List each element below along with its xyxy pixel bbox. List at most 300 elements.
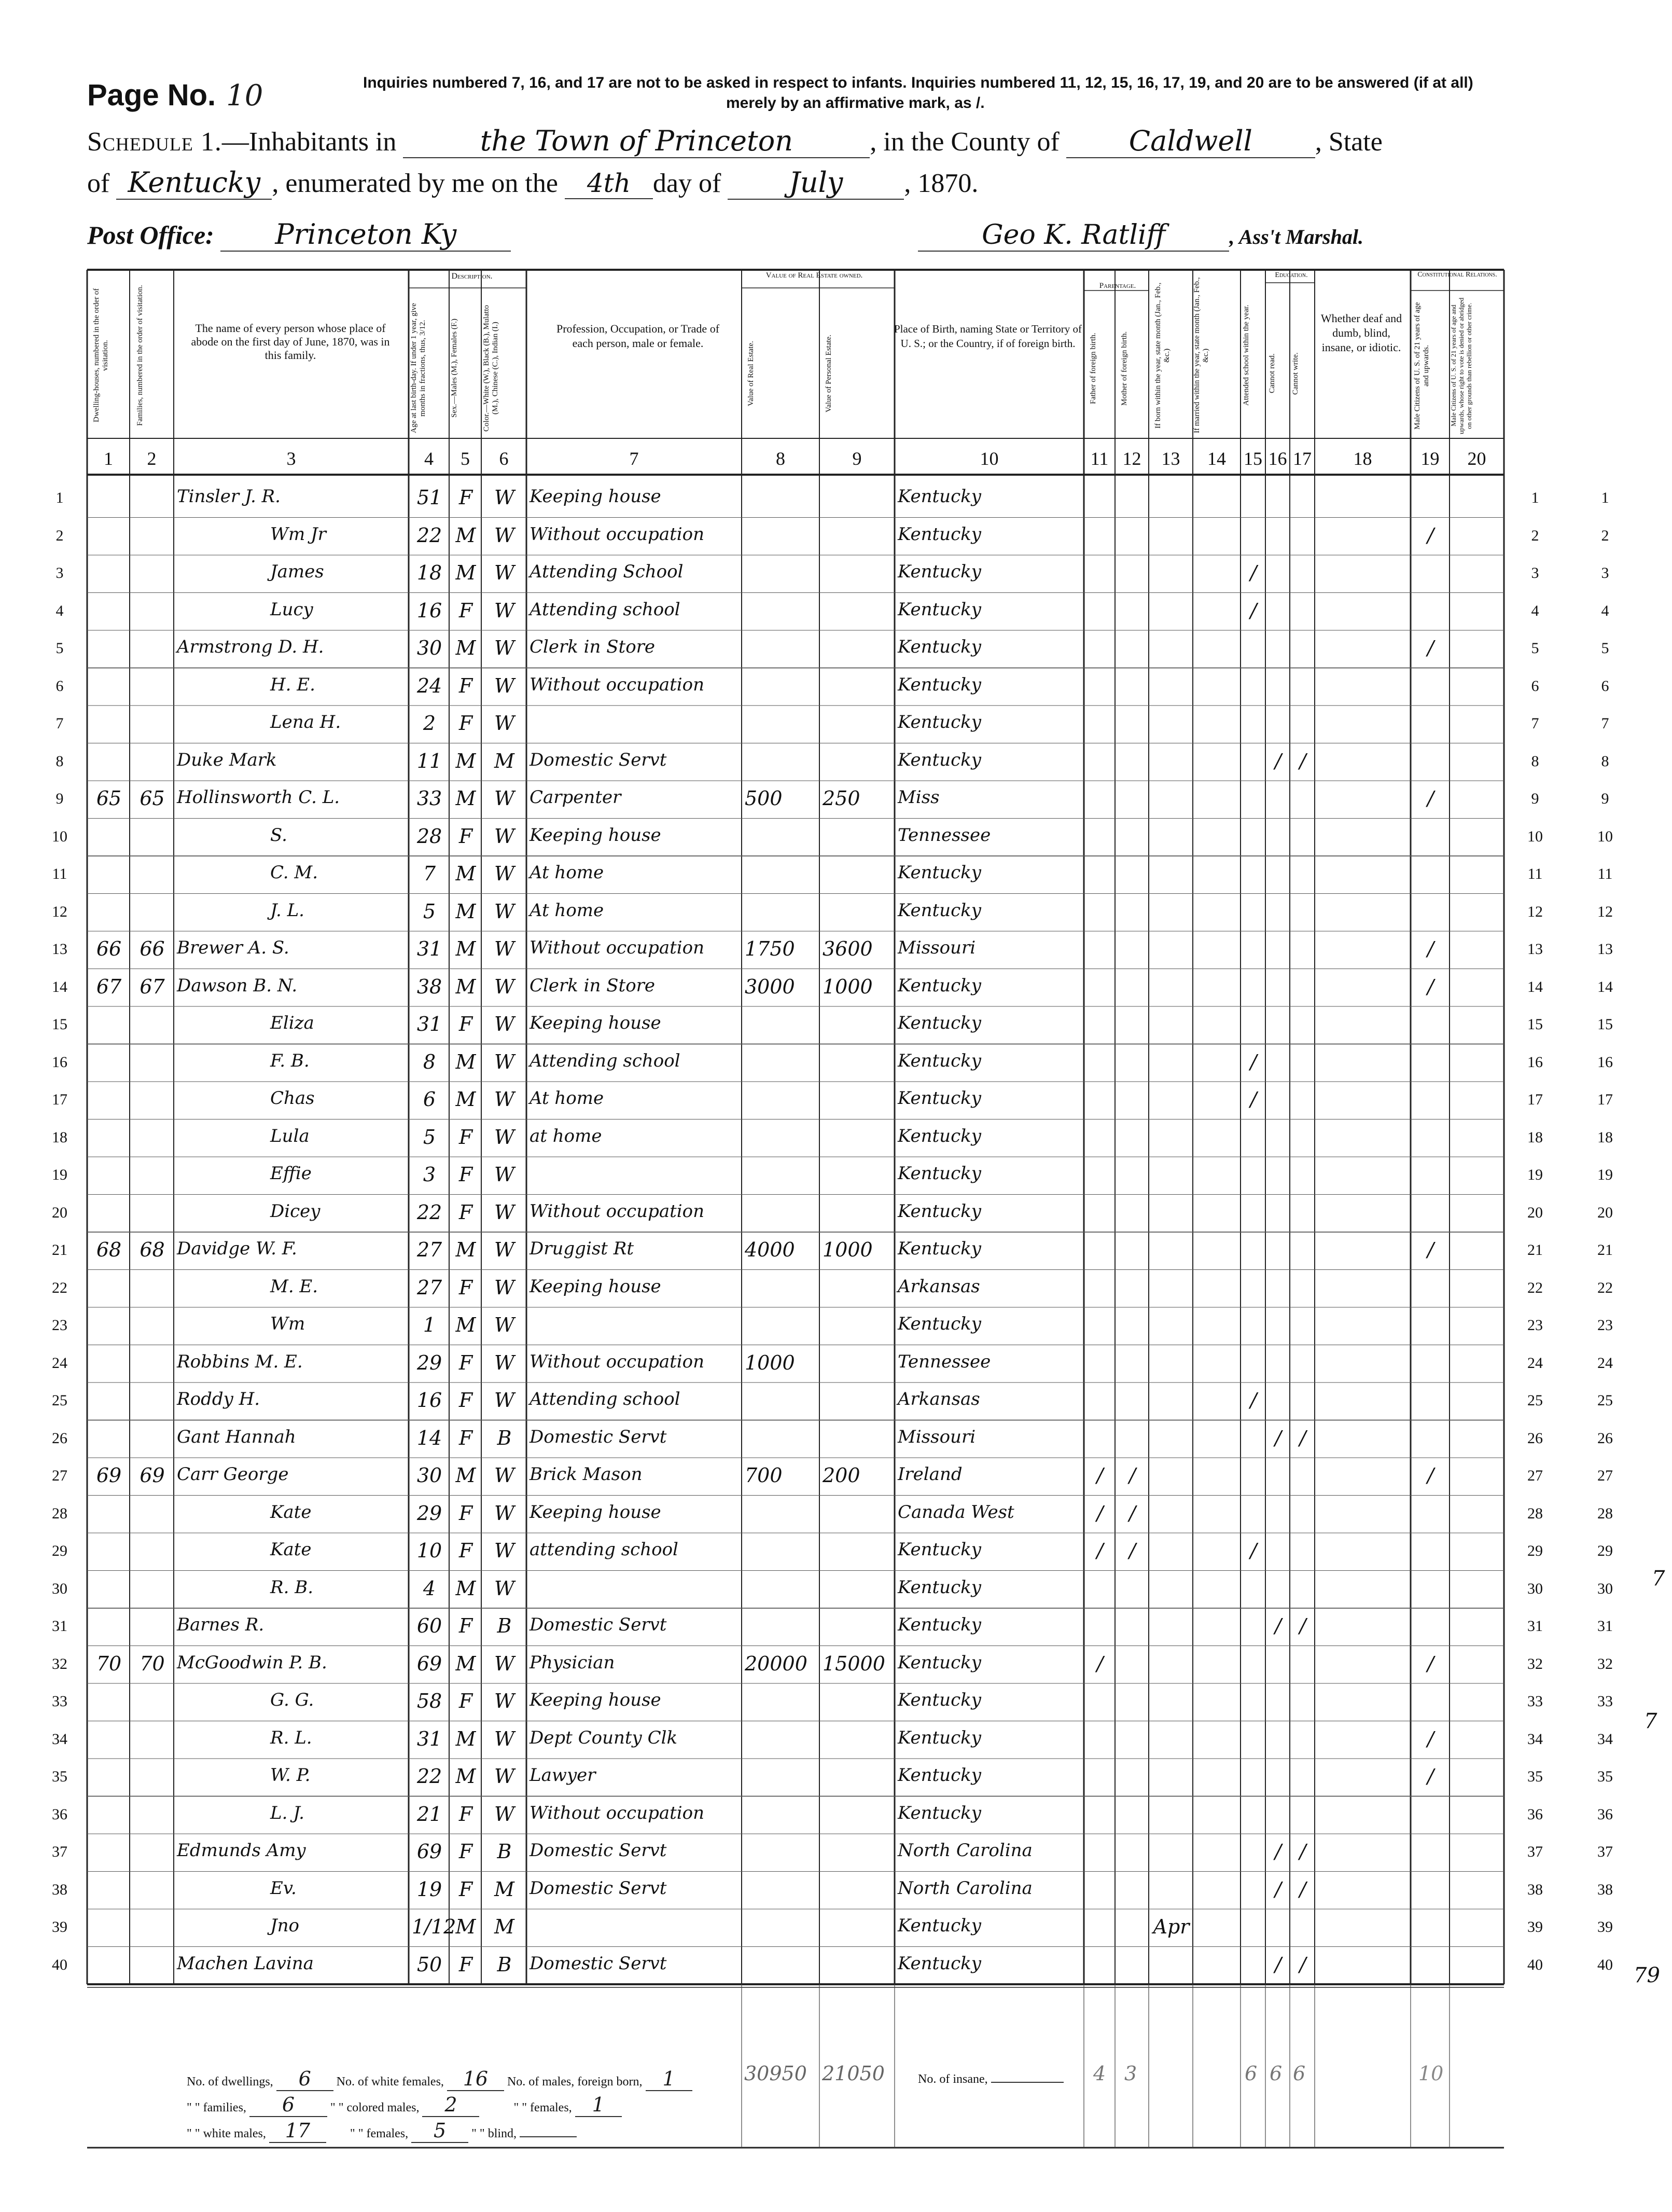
color: W — [494, 1125, 515, 1149]
row-number-right: 26 — [1527, 1429, 1543, 1447]
male-citizen-21: / — [1427, 523, 1434, 547]
person-name: Roddy H. — [177, 1389, 260, 1409]
occupation: Keeping house — [530, 486, 661, 507]
row-number-far-right: 39 — [1597, 1918, 1613, 1936]
column-number: 1 — [104, 448, 113, 469]
age: 69 — [416, 1652, 442, 1675]
occupation: Without occupation — [530, 1351, 705, 1372]
person-name: Wm — [270, 1314, 305, 1334]
birthplace: Kentucky — [898, 749, 981, 770]
c11-total: 4 — [1093, 2062, 1106, 2085]
male-citizen-21: / — [1427, 1727, 1434, 1750]
person-name: Armstrong D. H. — [177, 637, 324, 657]
parentage-header: Parentage. — [1099, 282, 1136, 290]
attended-school: / — [1250, 1050, 1257, 1073]
color: B — [497, 1614, 512, 1637]
color: W — [494, 637, 515, 659]
col-15-header: Attended school within the year. — [1242, 305, 1250, 406]
person-name: J. L. — [270, 900, 304, 921]
row-number-far-right: 3 — [1601, 564, 1609, 582]
row-number-far-right: 20 — [1597, 1204, 1613, 1221]
row-number-left: 27 — [52, 1467, 67, 1484]
row-number-far-right: 12 — [1597, 903, 1613, 920]
row-number-left: 31 — [52, 1617, 67, 1635]
row-number-right: 20 — [1527, 1204, 1543, 1221]
color: W — [494, 1765, 515, 1788]
color: M — [494, 749, 514, 772]
col-14-header: If married within the year, state month (Jan., Feb., &c.) — [1193, 277, 1210, 434]
cannot-read: / — [1275, 1877, 1281, 1901]
real-estate-value: 1000 — [745, 1351, 795, 1374]
person-name: Kate — [270, 1501, 312, 1523]
cannot-read: / — [1275, 1426, 1281, 1449]
occupation: Domestic Servt — [530, 1426, 667, 1447]
row-number-right: 9 — [1531, 790, 1539, 807]
personal-estate-value: 250 — [823, 787, 860, 810]
sex: F — [458, 1426, 473, 1449]
male-citizen-21: / — [1427, 1765, 1434, 1788]
person-name: Lena H. — [270, 712, 341, 732]
education-header: Education. — [1275, 271, 1308, 279]
age: 29 — [416, 1501, 442, 1525]
birthplace: Kentucky — [898, 712, 981, 732]
cannot-read: / — [1275, 1953, 1281, 1976]
row-number-right: 6 — [1531, 677, 1539, 695]
column-number: 13 — [1161, 448, 1180, 469]
row-number-far-right: 2 — [1601, 527, 1609, 544]
color: W — [494, 1200, 515, 1224]
color: W — [494, 1351, 515, 1374]
row-number-right: 15 — [1527, 1016, 1543, 1033]
age: 1 — [423, 1314, 436, 1336]
sex: F — [458, 1163, 473, 1186]
row-number-left: 33 — [52, 1693, 67, 1710]
sex: F — [458, 712, 473, 735]
birthplace: Kentucky — [898, 1050, 981, 1071]
cannot-read: / — [1275, 1840, 1281, 1863]
birthplace: Kentucky — [898, 599, 981, 620]
age: 28 — [416, 824, 442, 848]
row-number-left: 2 — [55, 527, 64, 544]
row-number-left: 35 — [52, 1768, 67, 1785]
person-name: Dicey — [270, 1200, 321, 1222]
col-10-header: Place of Birth, naming State or Territory of U. S.; or the Country, if of foreign birth. — [894, 323, 1082, 350]
schedule-line: Schedule 1.—Inhabitants in the Town of Princeton , in the County of Caldwell , State — [87, 125, 1383, 157]
occupation: At home — [530, 1088, 604, 1109]
age: 33 — [416, 787, 442, 810]
attended-school: / — [1250, 561, 1257, 584]
birthplace: Kentucky — [898, 1953, 981, 1974]
occupation: Domestic Servt — [530, 749, 667, 770]
color: W — [494, 523, 515, 547]
occupation: Physician — [530, 1652, 615, 1673]
color: W — [494, 1050, 515, 1073]
occupation: Brick Mason — [530, 1464, 643, 1485]
birthplace: Kentucky — [898, 1614, 981, 1635]
occupation: At home — [530, 862, 604, 883]
col-1-header: Dwelling-houses, numbered in the order of visitation. — [92, 288, 109, 423]
person-name: Tinsler J. R. — [177, 486, 281, 507]
dwelling-number: 67 — [96, 975, 122, 998]
column-number: 19 — [1420, 448, 1440, 469]
occupation: Without occupation — [530, 674, 705, 695]
color: W — [494, 900, 515, 923]
age: 30 — [416, 1464, 442, 1487]
real-estate-value: 4000 — [745, 1238, 795, 1261]
cannot-write: / — [1299, 1840, 1306, 1863]
family-number: 67 — [140, 975, 165, 998]
row-number-right: 14 — [1527, 978, 1543, 996]
person-name: Dawson B. N. — [177, 975, 298, 996]
person-name: Machen Lavina — [177, 1953, 314, 1974]
row-number-left: 17 — [52, 1091, 67, 1108]
person-name: Duke Mark — [177, 749, 277, 770]
color: W — [494, 599, 515, 622]
male-citizen-21: / — [1427, 637, 1434, 659]
row-number-far-right: 19 — [1597, 1166, 1613, 1183]
age: 8 — [423, 1050, 436, 1073]
row-number-far-right: 23 — [1597, 1317, 1613, 1334]
birthplace: Kentucky — [898, 523, 981, 545]
col-13-header: If born within the year, state month (Jan., Feb., &c.) — [1154, 282, 1171, 428]
father-foreign: / — [1096, 1539, 1104, 1562]
cannot-read: / — [1275, 749, 1281, 772]
age: 27 — [416, 1276, 442, 1299]
row-number-right: 34 — [1527, 1730, 1543, 1748]
age: 5 — [423, 900, 436, 923]
row-number-right: 29 — [1527, 1542, 1543, 1559]
attended-school: / — [1250, 1539, 1257, 1562]
sex: F — [458, 1953, 473, 1976]
sex: F — [458, 599, 473, 622]
row-number-right: 13 — [1527, 941, 1543, 958]
person-name: Wm Jr — [270, 523, 326, 545]
cannot-write: / — [1299, 1614, 1306, 1637]
father-foreign: / — [1096, 1464, 1104, 1487]
color: W — [494, 1802, 515, 1826]
sex: M — [455, 1915, 476, 1938]
row-number-right: 3 — [1531, 564, 1539, 582]
row-number-right: 28 — [1527, 1504, 1543, 1522]
person-name: Ev. — [270, 1877, 297, 1899]
occupation: Dept County Clk — [530, 1727, 678, 1748]
age: 4 — [423, 1577, 436, 1600]
color: W — [494, 1163, 515, 1186]
age: 69 — [416, 1840, 442, 1863]
sex: M — [455, 749, 476, 772]
row-number-far-right: 31 — [1597, 1617, 1613, 1635]
row-number-right: 37 — [1527, 1843, 1543, 1860]
row-number-right: 31 — [1527, 1617, 1543, 1635]
description-header: Description. — [451, 272, 493, 281]
col-2-header: Families, numbered in the order of visitation. — [136, 285, 144, 426]
person-name: Eliza — [270, 1013, 314, 1033]
cannot-write: / — [1299, 1426, 1306, 1449]
male-citizen-21: / — [1427, 1652, 1434, 1675]
column-number: 8 — [776, 448, 785, 469]
col-3-header: The name of every person whose place of abode on the first day of June, 1870, was in this family. — [191, 322, 390, 362]
age: 14 — [416, 1426, 442, 1449]
cannot-write: / — [1299, 749, 1306, 772]
col-12-header: Mother of foreign birth. — [1120, 331, 1128, 406]
c16-total: 6 — [1270, 2062, 1283, 2085]
row-number-left: 10 — [52, 827, 67, 845]
personal-estate-value: 15000 — [823, 1652, 885, 1675]
row-number-far-right: 14 — [1597, 978, 1613, 996]
inquiry-note: Inquiries numbered 7, 16, and 17 are not to be asked in respect to infants. Inquiries numbered 11, 12, 15, 16, 17, 19, and 20 are to be answered (if at all) — [363, 74, 1473, 91]
white-males-total: 17 — [269, 2119, 326, 2143]
col-16-header: Cannot read. — [1268, 353, 1276, 394]
person-name: McGoodwin P. B. — [177, 1652, 327, 1673]
mother-foreign: / — [1129, 1464, 1136, 1487]
real-estate-value: 1750 — [745, 937, 795, 960]
male-citizen-21: / — [1427, 1238, 1434, 1261]
margin-note-25: 7 — [1652, 1567, 1665, 1591]
row-number-far-right: 15 — [1597, 1016, 1613, 1033]
person-name: Davidge W. F. — [177, 1238, 297, 1259]
color: W — [494, 937, 515, 960]
birthplace: Tennessee — [898, 824, 991, 846]
families-total: 6 — [249, 2093, 327, 2117]
occupation: Attending school — [530, 1389, 680, 1409]
row-number-left: 30 — [52, 1580, 67, 1597]
sex: F — [458, 824, 473, 848]
row-number-far-right: 7 — [1601, 715, 1609, 732]
color: W — [494, 1276, 515, 1299]
sex: M — [455, 523, 476, 547]
person-name: Kate — [270, 1539, 312, 1560]
row-number-far-right: 29 — [1597, 1542, 1613, 1559]
row-number-right: 39 — [1527, 1918, 1543, 1936]
sex: F — [458, 1539, 473, 1562]
person-name: Hollinsworth C. L. — [177, 787, 340, 808]
row-number-far-right: 21 — [1597, 1241, 1613, 1259]
age: 24 — [416, 674, 442, 697]
person-name: Robbins M. E. — [177, 1351, 303, 1372]
row-number-left: 6 — [55, 677, 64, 695]
row-number-right: 35 — [1527, 1768, 1543, 1785]
occupation: Keeping house — [530, 824, 661, 846]
column-number: 17 — [1293, 448, 1312, 469]
col-17-header: Cannot write. — [1291, 352, 1300, 395]
row-number-left: 8 — [55, 752, 64, 770]
sex: M — [455, 862, 476, 885]
row-number-far-right: 10 — [1597, 827, 1613, 845]
family-number: 69 — [140, 1464, 165, 1487]
column-number: 12 — [1122, 448, 1141, 469]
age: 2 — [423, 712, 436, 735]
personal-estate-value: 1000 — [823, 975, 873, 998]
dwelling-number: 69 — [96, 1464, 122, 1487]
row-number-right: 21 — [1527, 1241, 1543, 1259]
color: W — [494, 787, 515, 810]
day-field: 4th — [565, 168, 653, 199]
color: W — [494, 975, 515, 998]
row-number-left: 25 — [52, 1392, 67, 1409]
color: W — [494, 1690, 515, 1712]
row-number-right: 27 — [1527, 1467, 1543, 1484]
person-name: G. G. — [270, 1690, 314, 1710]
birthplace: Arkansas — [898, 1276, 980, 1297]
sex: M — [455, 1765, 476, 1788]
row-number-right: 23 — [1527, 1317, 1543, 1334]
age: 6 — [423, 1088, 436, 1111]
birthplace: Canada West — [898, 1501, 1014, 1523]
row-number-left: 23 — [52, 1317, 67, 1334]
row-number-left: 1 — [55, 489, 64, 506]
occupation: at home — [530, 1125, 602, 1146]
row-number-right: 16 — [1527, 1053, 1543, 1071]
person-name: Barnes R. — [177, 1614, 264, 1635]
father-foreign: / — [1096, 1652, 1104, 1675]
sex: M — [455, 1464, 476, 1487]
occupation: Domestic Servt — [530, 1840, 667, 1861]
row-number-right: 36 — [1527, 1805, 1543, 1823]
sex: F — [458, 1276, 473, 1299]
age: 1/12 — [412, 1915, 456, 1938]
state-field: Kentucky — [116, 166, 272, 200]
col-18-header: Whether deaf and dumb, blind, insane, or idiotic. — [1320, 312, 1402, 354]
occupation: Attending School — [530, 561, 684, 582]
col-4-header: Age at last birth-day. If under 1 year, give months in fractions, thus, 3/12. — [410, 303, 427, 434]
family-number: 66 — [140, 937, 165, 960]
occupation: Druggist Rt — [530, 1238, 634, 1259]
age: 31 — [416, 937, 442, 960]
margin-note-30: 7 — [1644, 1709, 1657, 1733]
male-citizen-21: / — [1427, 1464, 1434, 1487]
color: W — [494, 1464, 515, 1487]
totals-line-1: No. of dwellings, 6 No. of white females, 16 No. of males, foreign born, 1 — [187, 2067, 692, 2091]
occupation: Domestic Servt — [530, 1614, 667, 1635]
row-number-far-right: 30 — [1597, 1580, 1613, 1597]
c12-total: 3 — [1124, 2062, 1137, 2085]
row-number-far-right: 16 — [1597, 1053, 1613, 1071]
sex: F — [458, 1501, 473, 1525]
row-number-left: 29 — [52, 1542, 67, 1559]
row-number-far-right: 18 — [1597, 1128, 1613, 1146]
row-number-far-right: 26 — [1597, 1429, 1613, 1447]
birthplace: Tennessee — [898, 1351, 991, 1372]
birthplace: Kentucky — [898, 561, 981, 582]
male-citizen-21: / — [1427, 975, 1434, 998]
row-number-left: 37 — [52, 1843, 67, 1860]
personal-estate-value: 200 — [823, 1464, 860, 1487]
age: 29 — [416, 1351, 442, 1374]
col-7-header: Profession, Occupation, or Trade of each person, male or female. — [556, 322, 720, 350]
color: W — [494, 1238, 515, 1261]
age: 31 — [416, 1727, 442, 1750]
occupation: Domestic Servt — [530, 1953, 667, 1974]
real-estate-value: 3000 — [745, 975, 795, 998]
row-number-far-right: 34 — [1597, 1730, 1613, 1748]
age: 5 — [423, 1125, 436, 1149]
month-field: July — [728, 166, 904, 200]
row-number-right: 30 — [1527, 1580, 1543, 1597]
sex: F — [458, 486, 473, 509]
color: W — [494, 824, 515, 848]
sex: F — [458, 1614, 473, 1637]
column-number: 18 — [1353, 448, 1372, 469]
color: W — [494, 1389, 515, 1412]
row-number-far-right: 8 — [1601, 752, 1609, 770]
person-name: W. P. — [270, 1765, 311, 1786]
personal-estate-value: 1000 — [823, 1238, 873, 1261]
row-number-far-right: 32 — [1597, 1655, 1613, 1672]
person-name: Gant Hannah — [177, 1426, 296, 1447]
margin-note-39: 79 — [1634, 1964, 1660, 1987]
person-name: James — [270, 561, 324, 582]
male-citizen-21: / — [1427, 937, 1434, 960]
row-number-left: 3 — [55, 564, 64, 582]
row-number-far-right: 38 — [1597, 1881, 1613, 1898]
color: W — [494, 1727, 515, 1750]
row-number-right: 38 — [1527, 1881, 1543, 1898]
color: W — [494, 712, 515, 735]
dwelling-number: 65 — [96, 787, 122, 810]
person-name: S. — [270, 824, 287, 846]
row-number-far-right: 9 — [1601, 790, 1609, 807]
age: 22 — [416, 523, 442, 547]
white-females-total: 16 — [447, 2067, 504, 2091]
dwelling-number: 68 — [96, 1238, 122, 1261]
person-name: Chas — [270, 1088, 315, 1109]
row-number-right: 12 — [1527, 903, 1543, 920]
age: 3 — [423, 1163, 436, 1186]
totals-line-3: " " white males, 17 " " females, 5 " " blind, — [187, 2119, 577, 2143]
column-number: 11 — [1090, 448, 1109, 469]
birthplace: Kentucky — [898, 637, 981, 657]
schedule-label: Schedule 1. — [87, 127, 222, 157]
sex: F — [458, 1802, 473, 1826]
sex: M — [455, 1238, 476, 1261]
column-number: 10 — [980, 448, 999, 469]
col-19-header: Male Citizens of U. S. of 21 years of age and upwards. — [1413, 302, 1430, 430]
birthplace: Kentucky — [898, 1163, 981, 1184]
color: W — [494, 1652, 515, 1675]
sex: F — [458, 1840, 473, 1863]
age: 22 — [416, 1200, 442, 1224]
birthplace: Kentucky — [898, 1915, 981, 1936]
column-number: 9 — [852, 448, 862, 469]
age: 22 — [416, 1765, 442, 1788]
cannot-write: / — [1299, 1877, 1306, 1901]
row-number-left: 19 — [52, 1166, 67, 1183]
person-name: Edmunds Amy — [177, 1840, 306, 1861]
color: B — [497, 1840, 512, 1863]
age: 11 — [416, 749, 442, 772]
sex: M — [455, 1088, 476, 1111]
col-20-header: Male Citizens of U. S. of 21 years of age and upwards, whose right to vote is denied or abridged on other grounds than rebellion or other crime. — [1450, 297, 1473, 434]
birthplace: Missouri — [898, 1426, 976, 1447]
occupation: Attending school — [530, 599, 680, 620]
column-number: 5 — [461, 448, 470, 469]
color: W — [494, 561, 515, 584]
birthplace: Kentucky — [898, 1802, 981, 1823]
attended-school: / — [1250, 599, 1257, 622]
row-number-far-right: 6 — [1601, 677, 1609, 695]
sex: M — [455, 787, 476, 810]
occupation: Clerk in Store — [530, 637, 656, 657]
col-5-header: Sex.—Males (M.), Females (F.) — [450, 319, 458, 418]
row-number-left: 13 — [52, 941, 67, 958]
c19-total: 10 — [1418, 2062, 1444, 2085]
column-number: 20 — [1467, 448, 1486, 469]
birthplace: Kentucky — [898, 1088, 981, 1109]
row-number-far-right: 33 — [1597, 1693, 1613, 1710]
person-name: H. E. — [270, 674, 315, 695]
row-number-left: 24 — [52, 1354, 67, 1372]
constitutional-header: Constitutional Relations. — [1417, 271, 1497, 279]
